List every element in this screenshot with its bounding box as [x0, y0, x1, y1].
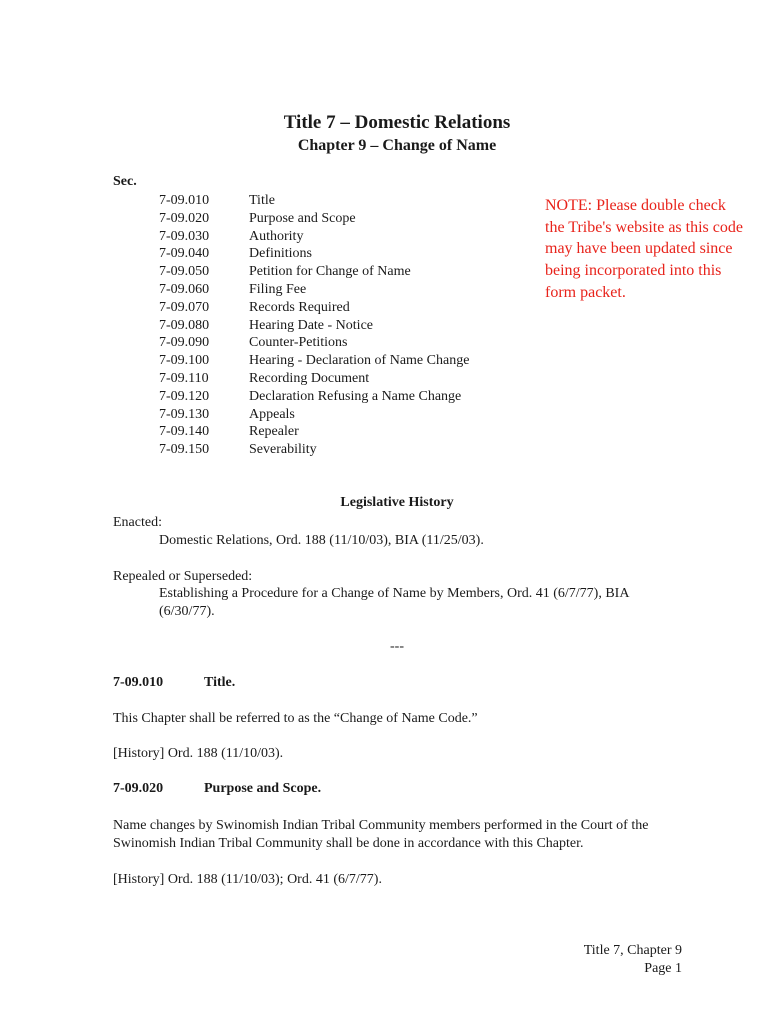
footer-page-number: Page 1	[644, 961, 682, 976]
toc-item-name: Filing Fee	[249, 281, 307, 297]
toc-item	[0, 441, 520, 459]
toc-item-name: Repealer	[249, 424, 299, 440]
toc-item-name: Authority	[249, 228, 304, 244]
repealed-text: Establishing a Procedure for a Change of Name by Members, Ord. 41 (6/7/77), BIA (6/30/77).	[159, 586, 629, 619]
table-of-contents	[0, 192, 520, 459]
toc-item-name: Severability	[249, 442, 317, 458]
toc-item-name: Appeals	[249, 406, 295, 422]
toc-item	[0, 388, 520, 406]
sections-label: Sec.	[113, 174, 137, 189]
toc-item-name: Purpose and Scope	[249, 210, 356, 226]
document-title: Title 7 – Domestic Relations	[283, 112, 511, 133]
toc-item	[0, 228, 520, 246]
section-history: [History] Ord. 188 (11/10/03).	[113, 746, 284, 761]
toc-item	[0, 192, 520, 210]
toc-item	[0, 406, 520, 424]
repealed-label: Repealed or Superseded:	[113, 569, 253, 584]
toc-item-number: 7-09.100	[159, 353, 210, 369]
toc-item-number: 7-09.110	[159, 370, 209, 386]
toc-item-number: 7-09.030	[159, 228, 210, 244]
section-title: Title.	[204, 675, 236, 690]
section-number: 7-09.010	[113, 675, 164, 690]
toc-item	[0, 423, 520, 441]
toc-item-number: 7-09.140	[159, 424, 210, 440]
enacted-label: Enacted:	[113, 515, 162, 530]
footer-chapter: Title 7, Chapter 9	[583, 943, 682, 958]
toc-item	[0, 352, 520, 370]
toc-item	[0, 281, 520, 299]
toc-item-number: 7-09.050	[159, 264, 210, 280]
toc-item-name: Hearing Date - Notice	[249, 317, 373, 333]
section-number: 7-09.020	[113, 781, 164, 796]
toc-item	[0, 334, 520, 352]
toc-item-name: Title	[249, 193, 275, 208]
toc-item	[0, 245, 520, 263]
toc-item-number: 7-09.020	[159, 210, 210, 226]
chapter-title: Chapter 9 – Change of Name	[297, 137, 497, 154]
toc-item-name: Records Required	[249, 299, 350, 315]
toc-item-name: Counter-Petitions	[249, 335, 348, 351]
toc-item-number: 7-09.080	[159, 317, 210, 333]
section-title: Purpose and Scope.	[204, 781, 322, 796]
toc-item-name: Recording Document	[249, 370, 370, 386]
toc-item-name: Declaration Refusing a Name Change	[249, 388, 462, 404]
toc-item-name: Hearing - Declaration of Name Change	[249, 353, 470, 369]
toc-item	[0, 370, 520, 388]
toc-item-number: 7-09.060	[159, 281, 210, 297]
toc-item	[0, 299, 520, 317]
toc-item-number: 7-09.010	[159, 193, 210, 208]
section-history: [History] Ord. 188 (11/10/03); Ord. 41 (6/7/77).	[113, 872, 382, 887]
toc-item-number: 7-09.070	[159, 299, 210, 315]
legislative-history-heading: Legislative History	[340, 495, 454, 510]
update-note: NOTE: Please double check the Tribe's website as this code may have been updated since being incorporated into this form packet.	[545, 197, 743, 301]
toc-item-number: 7-09.120	[159, 388, 210, 404]
toc-item-number: 7-09.090	[159, 335, 210, 351]
toc-item	[0, 210, 520, 228]
toc-item-name: Definitions	[249, 246, 312, 262]
page-footer	[584, 942, 682, 978]
section-separator: ---	[390, 639, 404, 654]
toc-item-number: 7-09.150	[159, 442, 210, 458]
section-body: Name changes by Swinomish Indian Tribal Community members performed in the Court of the Swinomish Indian Tribal Community shall be done in accordance with this Chapter.	[113, 818, 649, 851]
enacted-text: Domestic Relations, Ord. 188 (11/10/03), BIA (11/25/03).	[159, 533, 484, 548]
toc-item	[0, 263, 520, 281]
section-body: This Chapter shall be referred to as the “Change of Name Code.”	[113, 711, 478, 726]
toc-item-number: 7-09.130	[159, 406, 210, 422]
toc-item-name: Petition for Change of Name	[249, 264, 411, 280]
toc-item-number: 7-09.040	[159, 246, 210, 262]
toc-item	[0, 317, 520, 335]
